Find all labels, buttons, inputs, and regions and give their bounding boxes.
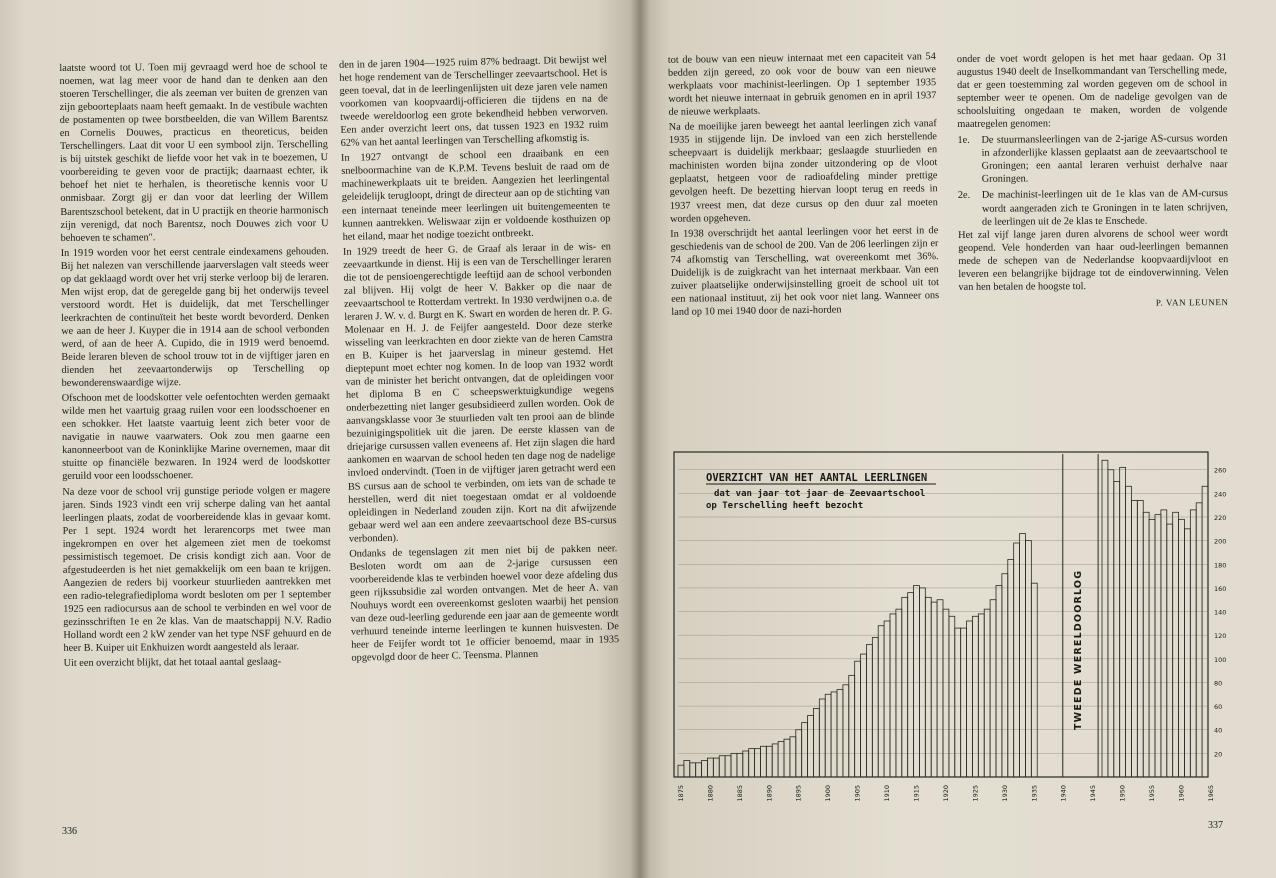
paragraph: Ondanks de tegenslagen zit men niet bij de pakken neer. Besloten wordt om aan de 2-jarige cursussen een voorbereidende klas te verbinden hoewel voor deze afdeling dus geen rijkssubsidie zal worden ontvangen. Met de heer A. van Nouhuys wordt een overeenkomst gesloten waarbij het pension van deze oud-leerling gedurende een jaar aan de gemeente wordt verhuurd teneinde interne leerlingen te kunnen huisvesten. De heer de Feijfer wordt tot 1e officier benoemd, maar in 1935 opgevolgd door de heer C. Teensma. Plannen	[349, 542, 620, 664]
y-tick-label: 40	[1214, 726, 1223, 735]
chart-subtitle-line-2: op Terschelling heeft bezocht	[706, 501, 864, 511]
paragraph: In 1919 worden voor het eerst centrale eindexamens gehouden. Bij het nalezen van verschillende jaarverslagen valt steeds weer op dat geklaagd wordt over het vrij sterke verloop bij de leraren. Men wijst erop, dat de geregelde gang bij het onderwijs teveel verstoord wordt. Het is duidelijk, dat met Terschellinger leerkrachten de continuïteit het beste wordt bevorderd. Denken we aan de heer J. Kuyper die in 1914 aan de school verbonden werd, of aan de heer A. Cupido, die in 1919 werd benoemd. Beide leraren bleven de school trouw tot in de vijftiger jaren en dienden het zeevaartonderwijs op Terschelling op bewonderenswaardige wijze.	[60, 245, 330, 390]
y-tick-label: 120	[1214, 632, 1227, 641]
bar	[978, 614, 984, 777]
bar	[1202, 486, 1208, 777]
x-tick-label: 1950	[1118, 785, 1127, 802]
x-tick-label: 1915	[912, 785, 921, 802]
y-tick-label: 220	[1214, 514, 1227, 522]
y-tick-label: 80	[1214, 679, 1223, 688]
x-tick-label: 1920	[941, 785, 950, 802]
bar	[1120, 467, 1126, 777]
closing-intro: onder de voet wordt gelopen is het met haar gedaan. Op 31 augustus 1940 deelt de Inselkommandant van Terschelling mede, dat er geen toestemming zal worden gegeven om de school in september weer te openen. Om de nadelige gevolgen van de schoolsluiting ongedaan te maken, worden de volgende maatregelen genomen:	[956, 52, 1228, 131]
bar	[831, 692, 837, 777]
bar	[755, 749, 761, 777]
bar	[1167, 524, 1173, 777]
paragraph: Ofschoon met de loodskotter vele oefentochten werden gemaakt wilde men het vaartuig graag ruilen voor een loodsschoener en een schokker. Het laatste vaartuig leent zich beter voor de navigatie in nauwe vaarwaters. Ook zou men gaarne een kanonneerboot van de Koninklijke Marine overnemen, maar dit stuitte op financiële bezwaren. In 1924 werd de loodskotter geruild voor een loodsschoener.	[61, 391, 331, 483]
x-tick-label: 1955	[1148, 785, 1157, 802]
y-tick-label: 200	[1214, 537, 1227, 546]
bar	[872, 638, 878, 777]
bar	[837, 690, 843, 777]
bar	[1108, 470, 1114, 777]
bar	[690, 763, 696, 777]
paragraph: Na deze voor de school vrij gunstige periode volgen er magere jaren. Sinds 1923 vindt een vrij scherpe daling van het aantal leerlingen plaats, zodat de voorbereidende klas in gevaar komt. Per 1 sept. 1924 wordt het lerarencorps met twee man ingekrompen en over het algemeen ziet men de toekomst pessimistisch tegemoet. De crisis kondigt zich aan. Voor de afgestudeerden is het niet gemakkelijk om een baan te krijgen. Aangezien de reders bij voorkeur stuurlieden aantrekken met een radio-telegrafiediploma wordt besloten om per 1 september 1925 een radiocursus aan de school te verbinden en wel voor de gezinsschriften 1e en 2e klas. Van de maatschappij N.V. Radio Holland wordt een 2 kW zender van het type NSF gehuurd en de heer B. Kuiper uit Enkhuizen wordt aangesteld als leraar.	[62, 484, 332, 654]
closing-outro: Het zal vijf lange jaren duren alvorens de school weer wordt geopend. Vele honderden van haar oud-leerlingen bemannen mede de schepen van de Nederlandse koopvaardijvloot en leveren een belangrijke bijdrage tot de eindoverwinning. Velen van hen betalen de hoogste tol.	[958, 227, 1229, 293]
measures-list	[957, 132, 1228, 228]
bar	[925, 597, 931, 777]
x-tick-label: 1925	[971, 785, 980, 802]
page-number-left: 336	[62, 826, 77, 837]
bar	[1143, 512, 1149, 777]
y-tick-label: 140	[1214, 608, 1227, 617]
bar	[749, 749, 755, 777]
bar	[825, 694, 831, 777]
y-tick-label: 240	[1214, 490, 1227, 499]
paragraph: tot de bouw van een nieuw internaat met een capaciteit van 54 bedden zijn gereed, zo ook voor de bouw van een nieuwe werkplaats voor machinist-leerlingen. Op 1 september 1935 wordt het nieuwe internaat in gebruik genomen en in april 1937 de nieuwe werkplaats.	[667, 51, 937, 119]
bar	[878, 626, 884, 777]
chart-subtitle-line-1: dat van jaar tot jaar de Zeevaartschool	[714, 489, 926, 499]
bar	[990, 600, 996, 777]
bar	[737, 753, 743, 777]
y-tick-label: 260	[1214, 466, 1227, 475]
bar	[937, 600, 943, 777]
bar	[719, 756, 725, 777]
bar	[1184, 529, 1190, 777]
page-number-right: 337	[1208, 820, 1223, 831]
bar	[813, 708, 819, 777]
bar	[772, 744, 778, 777]
bar	[996, 586, 1002, 777]
bar	[760, 746, 766, 777]
x-tick-label: 1875	[676, 785, 685, 802]
x-tick-label: 1930	[1000, 785, 1009, 802]
y-tick-label: 60	[1214, 703, 1223, 712]
bar	[1173, 512, 1179, 777]
x-tick-label: 1910	[883, 785, 892, 802]
bar	[819, 699, 825, 777]
bar	[684, 760, 690, 777]
bar	[1031, 583, 1037, 777]
bar	[890, 614, 896, 777]
x-tick-label: 1880	[706, 785, 715, 802]
bar	[1014, 543, 1020, 777]
bar	[896, 609, 902, 777]
paragraph: Na de moeilijke jaren beweegt het aantal leerlingen zich vanaf 1935 in stijgende lijn. De invloed van een zich herstellende scheepvaart is duidelijk merkbaar; geslaagde stuurlieden en machinisten worden bijna zonder uitzondering op de vloot geplaatst, hetgeen voor de radioafdeling minder prettige gevolgen heeft. De bezetting hiervan loopt terug en reeds in 1937 vreest men, dat deze cursus op den duur zal moeten worden opgeheven.	[668, 118, 938, 225]
paragraph: In 1929 treedt de heer G. de Graaf als leraar in de wis- en zeevaartkunde in dienst. Hij is een van de Terschellinger leraren die tot de pensioengerechtigde leeftijd aan de school verbonden zal blijven. Hij volgt de heer V. Bakker op die naar de zeevaartschool te Rotterdam vertrekt. In 1930 verdwijnen o.a. de leraren J. W. v. d. Burgt en K. Swart en worden de heren dr. P. G. Molenaar en H. J. de Feijfer aangesteld. Door deze sterke wisseling van leerkrachten en door ziekte van de heren Camstra en B. Kuiper is het jaarverslag in mineur gestemd. Het dieptepunt moet echter nog komen. In de loop van 1932 wordt van de minister het bericht ontvangen, dat de opleidingen voor het diploma B en C scheepswerktuigkundige wegens onderbezetting niet langer gesubsidieerd zullen worden. Ook de aanvangsklasse voor 3e stuurlieden valt ten prooi aan de blinde bezuinigingspolitiek uit die jaren. De eerste klassen van de driejarige cursussen vallen eveneens af. Het zijn slagen die hard aankomen en waarvan de school heden ten dage nog de nadelige invloed ondervindt. (Toen in de vijftiger jaren getracht werd een BS cursus aan de school te verbinden, om iets van de schade te herstellen, werd dit niet toegestaan omdat er al voldoende opleidingen in Nederland zouden zijn. Kort na dit afwijzende gebaar werd wel aan een andere zeevaartschool deze BS-cursus verbonden).	[342, 240, 617, 545]
bar	[1002, 574, 1008, 777]
bar	[955, 628, 961, 777]
bar	[702, 760, 708, 777]
list-item-number: 2e.	[957, 190, 971, 202]
bar	[884, 621, 890, 777]
bar	[1149, 519, 1155, 777]
bar	[1126, 486, 1132, 777]
paragraph: den in de jaren 1904—1925 ruim 87% bedraagt. Dit bewijst wel het hoge rendement van de Terschellinger zeevaartschool. Het is geen toeval, dat in de leerlingenlijsten uit deze jaren vele namen voorkomen van koopvaardij-officieren die tijdens en na de tweede wereldoorlog een grote bekendheid hebben verworven. Een ander overzicht leert ons, dat tussen 1923 en 1932 ruim 62% van het aantal leerlingen van Terschelling afkomstig is.	[338, 54, 609, 150]
paragraph: laatste woord tot U. Toen mij gevraagd werd hoe de school te noemen, wat lag meer voor de hand dan te denken aan den stoeren Terschellinger, die als zeeman ver buiten de grenzen van zijn geboorteplaats naam heeft gemaakt. In de vestibule wachten de postamenten op twee borstbeelden, die van Willem Barentsz en Cornelis Douwes, practicus en theoreticus, beiden Terschellingers. Laat dit voor U een symbool zijn. Terschelling is bij uitstek geschikt de liefde voor het vak in te boezemen, U voorbereiding te geven voor de practijk; daarnaast echter, ik behoef het niet te herhalen, is theoretische kennis voor U onmisbaar. Zorgt gij er dan voor dat leerling der Willem Barentszschool betekent, dat in U practijk en theorie harmonisch zijn verenigd, dat noch Barentsz, noch Douwes zich voor U behoeven te schamen".	[59, 61, 329, 244]
bar	[1020, 534, 1026, 777]
x-tick-label: 1965	[1206, 785, 1215, 802]
bar	[902, 597, 908, 777]
bar	[972, 616, 978, 777]
chart-title: OVERZICHT VAN HET AANTAL LEERLINGEN	[706, 472, 928, 484]
chart-annotation-ww2: TWEEDE WERELDOORLOG	[1073, 569, 1084, 730]
list-item	[957, 132, 1227, 186]
bar	[1161, 510, 1167, 777]
right-page-column-1	[668, 50, 941, 379]
bar	[943, 609, 949, 777]
x-tick-label: 1885	[735, 785, 744, 802]
y-tick-label: 20	[1214, 750, 1223, 759]
bar	[855, 661, 861, 777]
bar	[778, 742, 784, 777]
x-tick-label: 1945	[1089, 785, 1098, 802]
y-tick-label: 160	[1214, 584, 1227, 593]
list-item-number: 1e.	[957, 135, 970, 147]
list-item	[958, 188, 1228, 229]
bar	[784, 739, 790, 777]
paragraph: In 1927 ontvangt de school een draaibank en een snelboormachine van de K.P.M. Tevens besluit de raad om de machinewerkplaats uit te breiden. Aangezien het leerlingental geleidelijk terugloopt, dringt de directeur aan op de stichting van een internaat teneinde meer leerlingen uit buitengemeenten te kunnen aantrekken. Weliswaar zijn er voldoende kosthuizen op het eiland, maar het nodige toezicht ontbreekt.	[340, 147, 611, 243]
book-spine	[630, 0, 650, 878]
right-page-column-2	[957, 51, 1229, 383]
x-tick-label: 1940	[1059, 785, 1068, 802]
bar	[725, 756, 731, 777]
left-page-column-1	[59, 60, 332, 822]
x-tick-label: 1890	[765, 785, 774, 802]
bar	[707, 758, 713, 777]
bar	[1155, 515, 1161, 777]
x-tick-label: 1960	[1177, 785, 1186, 802]
bar	[790, 737, 796, 777]
bar	[713, 758, 719, 777]
bar	[802, 723, 808, 777]
bar	[1196, 503, 1202, 777]
bar	[861, 654, 867, 777]
student-count-chart	[660, 440, 1260, 830]
y-tick-label: 100	[1214, 655, 1227, 664]
bar	[1114, 482, 1120, 777]
bar	[743, 751, 749, 777]
bar	[967, 621, 973, 777]
bar	[678, 765, 684, 777]
bar	[984, 609, 990, 777]
y-tick-label: 180	[1214, 561, 1227, 570]
bar	[1131, 500, 1137, 777]
bar	[1008, 560, 1014, 777]
bar	[914, 586, 920, 777]
paragraph: In 1938 overschrijdt het aantal leerlingen voor het eerst in de geschiedenis van de school de 200. Van de 206 leerlingen zijn er 74 afkomstig van Terschelling, wat overeenkomt met 36%. Duidelijk is de zuigkracht van het internaat merkbaar. Van een zuiver plaatselijke onderwijsinstelling groeit de school uit tot een nationaal instituut, zij het ook voor niet lang. Wanneer ons land op 10 mei 1940 door de nazi-horden	[670, 224, 940, 318]
x-tick-label: 1905	[853, 785, 862, 802]
bar	[949, 616, 955, 777]
bar	[1102, 460, 1108, 777]
bar	[696, 763, 702, 777]
author-signature: P. VAN LEUNEN	[1155, 296, 1229, 308]
paragraph: Uit een overzicht blijkt, dat het totaal aantal geslaag-	[63, 656, 282, 670]
x-tick-label: 1895	[794, 785, 803, 802]
x-tick-label: 1900	[824, 785, 833, 802]
bar	[908, 593, 914, 777]
x-tick-label: 1935	[1030, 785, 1039, 802]
bar	[808, 716, 814, 777]
bar	[731, 753, 737, 777]
list-item-text: De machinist-leerlingen uit de 1e klas van de AM-cursus wordt aangeraden zich te Groningen in te laten schrijven, de leerlingen uit de 2e klas te Enschede.	[981, 188, 1228, 228]
bar	[849, 675, 855, 777]
bar	[1190, 510, 1196, 777]
bar	[843, 685, 849, 777]
bar	[961, 628, 967, 777]
bar	[866, 645, 872, 777]
bar	[931, 602, 937, 777]
left-page-column-2	[339, 53, 623, 833]
list-item-text: De stuurmansleerlingen van de 2-jarige AS-cursus worden in afzonderlijke klassen geplaatst aan de zeevaartschool te Groningen; een aantal leraren verhuist derhalve naar Groningen.	[981, 133, 1228, 186]
bar	[1179, 519, 1185, 777]
bar	[1137, 500, 1143, 777]
bar	[766, 746, 772, 777]
